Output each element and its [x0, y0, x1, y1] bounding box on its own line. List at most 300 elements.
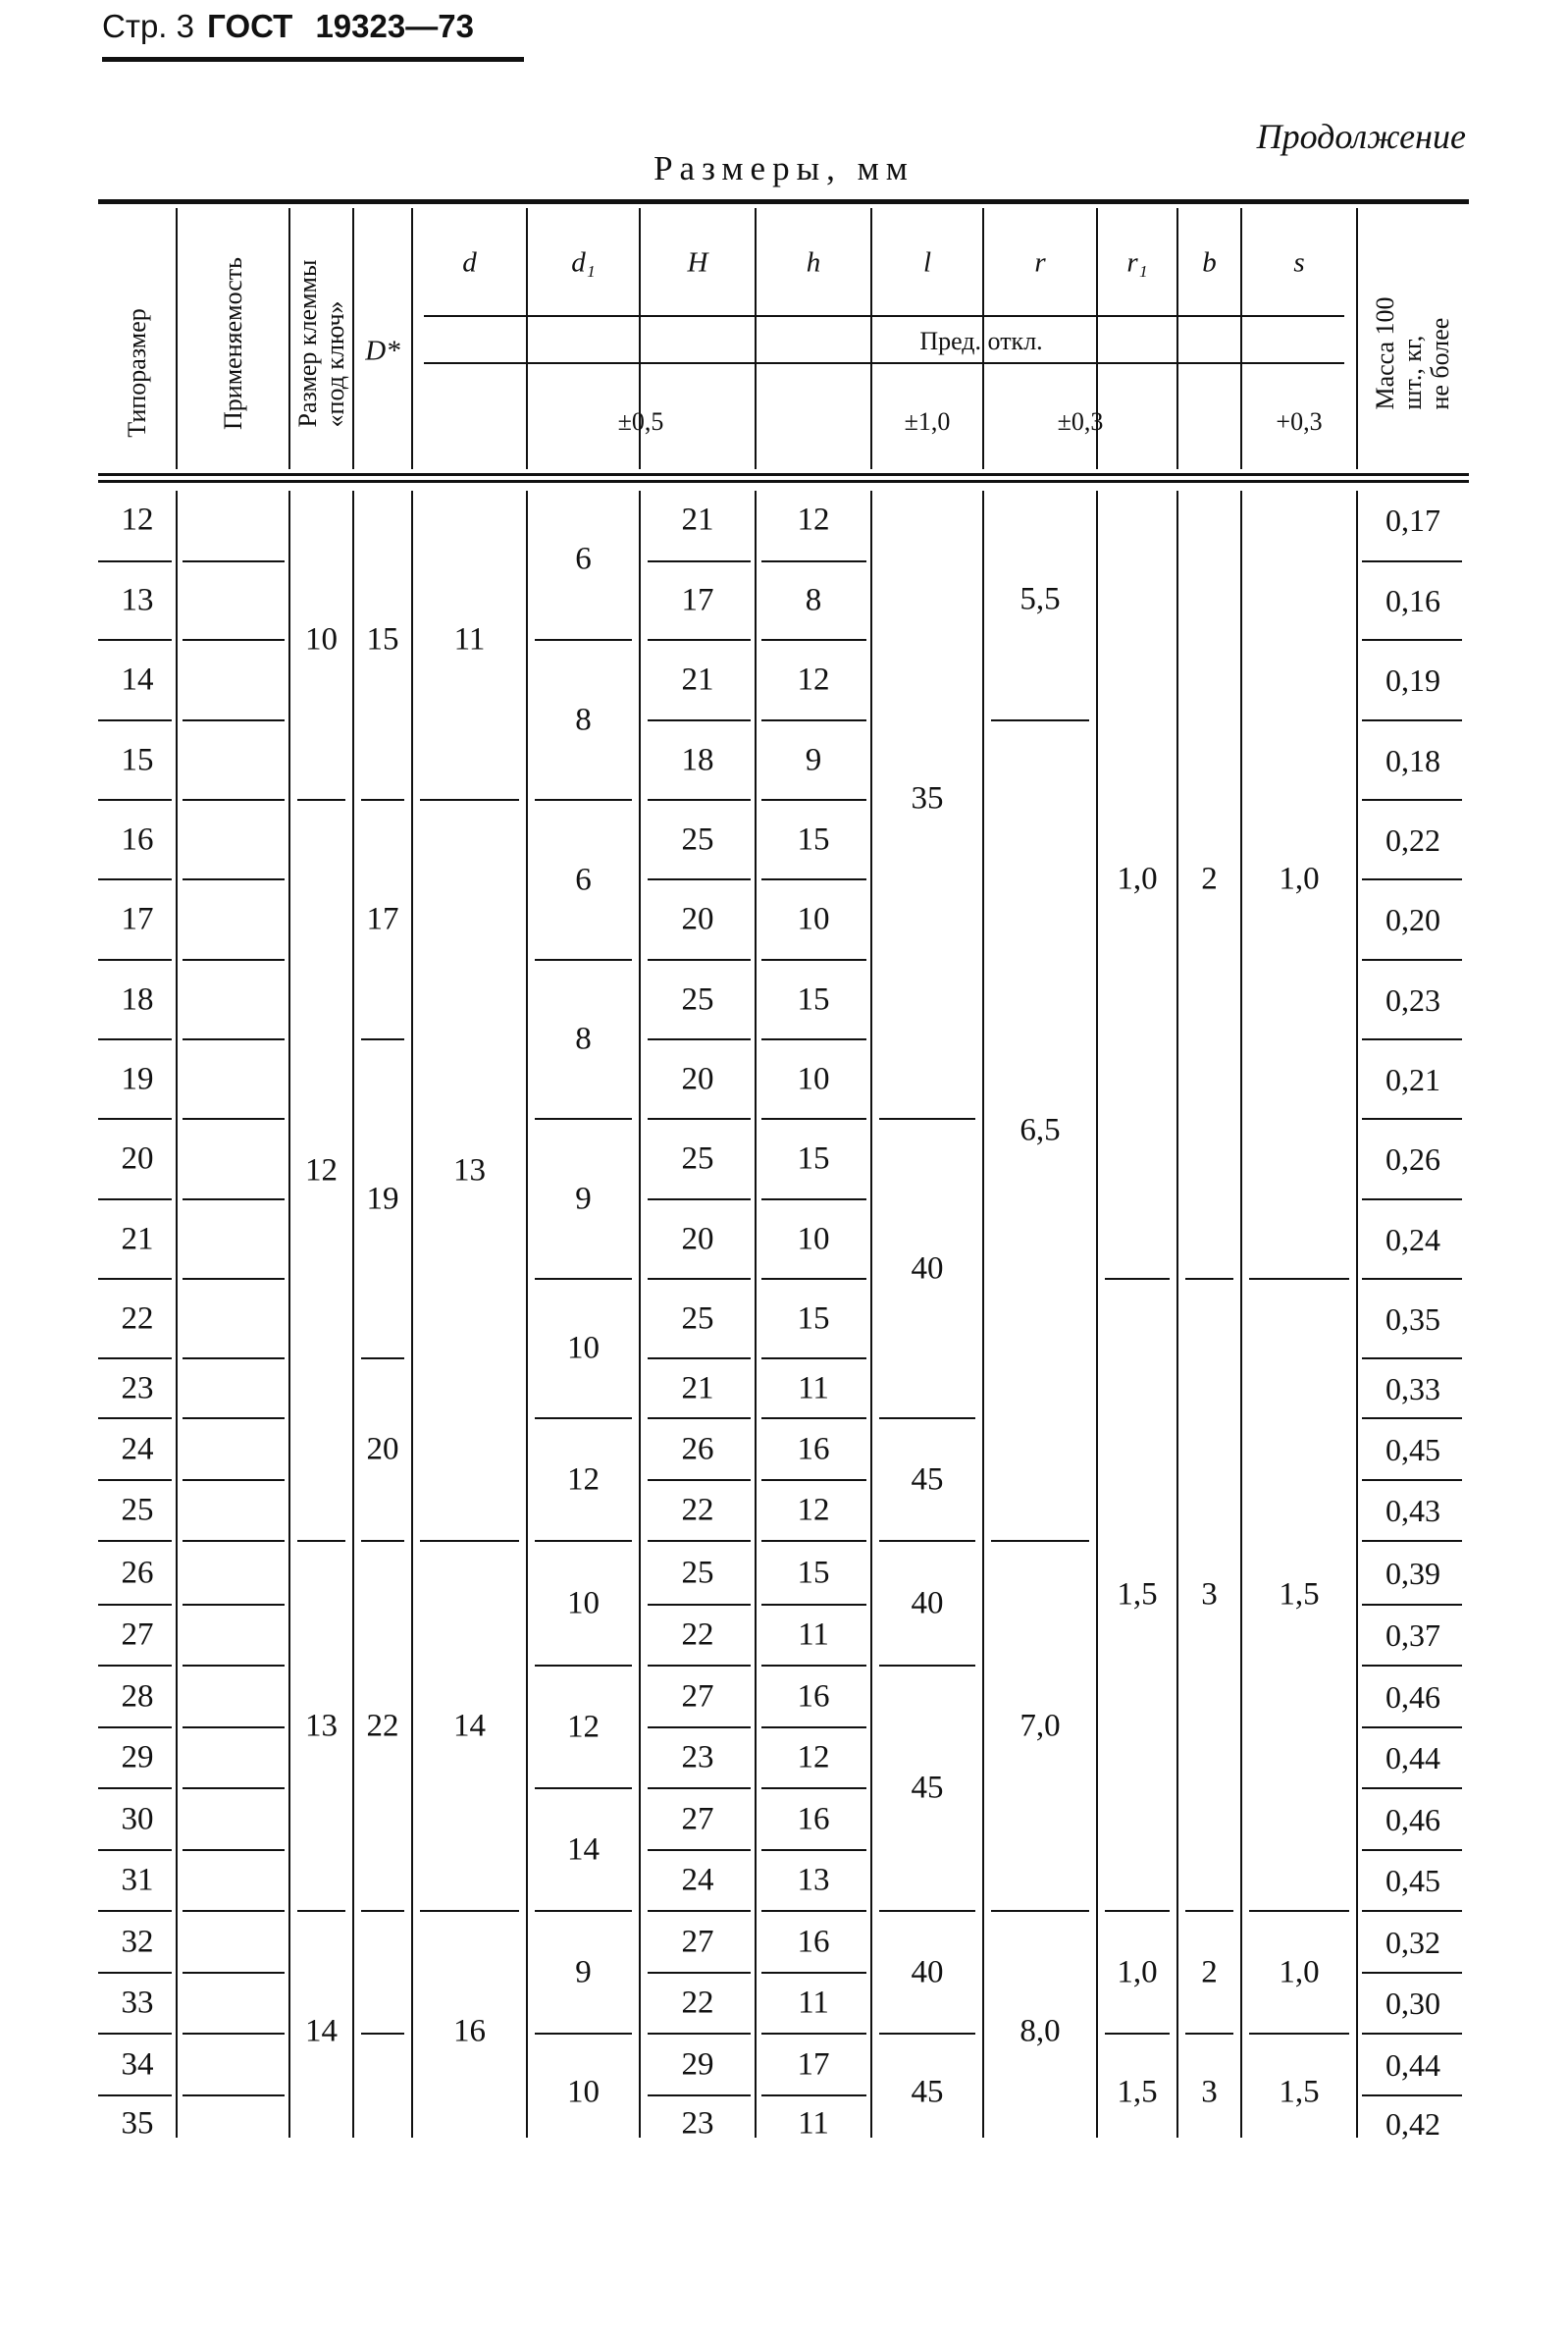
cell-size: 21: [121, 1221, 154, 1256]
row-rule-H: [648, 1278, 751, 1280]
cell-size: 29: [121, 1739, 154, 1775]
cell-l: 40: [911, 1585, 944, 1620]
row-rule-mass: [1362, 1726, 1462, 1728]
cell-mass: 0,17: [1385, 503, 1440, 538]
group-rule: [420, 1910, 519, 1912]
row-rule-H: [648, 1357, 751, 1359]
row-rule-mass: [1362, 799, 1462, 801]
row-rule-size: [98, 1726, 172, 1728]
header-column-rule: [411, 208, 413, 469]
cell-h: 11: [798, 1616, 829, 1653]
cell-h: 11: [798, 1370, 829, 1405]
row-rule-mass: [1362, 639, 1462, 641]
row-rule-mass: [1362, 1604, 1462, 1606]
header-column-rule: [176, 208, 178, 469]
group-rule: [1185, 1278, 1233, 1280]
cell-mass: 0,37: [1385, 1617, 1440, 1653]
header-tiporazmer: Типоразмер: [122, 308, 151, 438]
row-rule-applicability: [183, 1787, 285, 1789]
row-rule-mass: [1362, 1910, 1462, 1912]
group-rule: [535, 1118, 632, 1120]
group-rule: [361, 799, 404, 801]
row-rule-H: [648, 1849, 751, 1851]
row-rule-mass: [1362, 560, 1462, 562]
row-rule-h: [761, 878, 866, 880]
tolerance-main: ±0,5: [617, 407, 664, 436]
cell-h: 15: [797, 981, 830, 1017]
cell-size: 18: [121, 981, 154, 1017]
cell-h: 11: [798, 2105, 829, 2141]
group-rule: [1185, 2033, 1233, 2035]
header-bottom-rule: [98, 473, 1469, 476]
cell-H: 26: [681, 1431, 714, 1466]
cell-r1: 1,0: [1117, 1954, 1158, 1989]
cell-l: 45: [911, 1461, 944, 1497]
header-b: b: [1202, 246, 1217, 279]
cell-h: 15: [797, 1300, 830, 1336]
cell-size: 22: [121, 1300, 154, 1336]
cell-d1: 6: [575, 541, 592, 577]
cell-size: 16: [121, 821, 154, 857]
row-rule-size: [98, 560, 172, 562]
row-rule-size: [98, 2094, 172, 2096]
cell-D: 15: [366, 621, 399, 657]
cell-r1: 1,0: [1117, 861, 1158, 896]
cell-size: 23: [121, 1370, 154, 1405]
cell-d1: 6: [575, 862, 592, 897]
row-rule-applicability: [183, 1604, 285, 1606]
row-rule-h: [761, 1198, 866, 1200]
row-rule-h: [761, 1118, 866, 1120]
cell-H: 24: [681, 1862, 714, 1898]
cell-size: 27: [121, 1616, 154, 1653]
cell-size: 13: [121, 582, 154, 618]
row-rule-H: [648, 560, 751, 562]
cell-mass: 0,44: [1385, 2046, 1440, 2083]
cell-r: 8,0: [1019, 2013, 1061, 2048]
cell-d1: 10: [567, 1585, 600, 1620]
group-rule: [361, 1910, 404, 1912]
cell-size: 35: [121, 2105, 154, 2141]
row-rule-H: [648, 1972, 751, 1974]
cell-d1: 12: [567, 1461, 600, 1497]
row-rule-mass: [1362, 2033, 1462, 2035]
cell-d1: 10: [567, 1330, 600, 1366]
row-rule-mass: [1362, 1479, 1462, 1481]
group-rule: [1249, 1278, 1349, 1280]
cell-mass: 0,45: [1385, 1863, 1440, 1898]
cell-mass: 0,45: [1385, 1431, 1440, 1467]
column-rule: [176, 491, 178, 2138]
cell-h: 12: [797, 662, 830, 698]
cell-b: 2: [1201, 861, 1218, 896]
cell-size: 12: [121, 502, 154, 538]
column-rule: [982, 491, 984, 2138]
row-rule-h: [761, 560, 866, 562]
row-rule-H: [648, 1118, 751, 1120]
cell-h: 15: [797, 1555, 830, 1590]
cell-H: 27: [681, 1678, 714, 1714]
cell-H: 29: [681, 2046, 714, 2082]
group-rule: [420, 1540, 519, 1542]
row-rule-H: [648, 959, 751, 961]
cell-size: 31: [121, 1862, 154, 1898]
row-rule-applicability: [183, 799, 285, 801]
cell-d1: 9: [575, 1181, 592, 1216]
cell-l: 45: [911, 1770, 944, 1806]
column-rule: [288, 491, 290, 2138]
group-rule: [535, 1665, 632, 1667]
row-rule-applicability: [183, 1479, 285, 1481]
column-rule: [1096, 491, 1098, 2138]
cell-mass: 0,43: [1385, 1493, 1440, 1528]
cell-h: 10: [797, 901, 830, 937]
group-rule: [297, 799, 345, 801]
group-rule: [879, 1910, 975, 1912]
row-rule-applicability: [183, 1665, 285, 1667]
cell-mass: 0,23: [1385, 981, 1440, 1018]
row-rule-mass: [1362, 1278, 1462, 1280]
row-rule-size: [98, 1038, 172, 1040]
cell-h: 10: [797, 1061, 830, 1096]
cell-d: 13: [453, 1152, 486, 1188]
group-rule: [991, 1910, 1089, 1912]
group-rule: [535, 1278, 632, 1280]
row-rule-size: [98, 1849, 172, 1851]
header-rule-symbols: [424, 315, 1344, 317]
header-D: D*: [365, 335, 400, 367]
header-r: r: [1034, 246, 1046, 279]
cell-s: 1,0: [1279, 1954, 1320, 1989]
row-rule-applicability: [183, 1910, 285, 1912]
row-rule-mass: [1362, 719, 1462, 721]
cell-H: 22: [681, 1985, 714, 2021]
cell-h: 15: [797, 1140, 830, 1177]
group-rule: [535, 639, 632, 641]
group-rule: [535, 959, 632, 961]
row-rule-applicability: [183, 639, 285, 641]
row-rule-applicability: [183, 1849, 285, 1851]
row-rule-h: [761, 2094, 866, 2096]
header-h: h: [806, 246, 821, 279]
cell-s: 1,0: [1279, 861, 1320, 896]
header-column-rule: [1356, 208, 1358, 469]
group-rule: [879, 1665, 975, 1667]
header-l: l: [922, 246, 932, 279]
column-rule: [1176, 491, 1178, 2138]
row-rule-applicability: [183, 1278, 285, 1280]
row-rule-mass: [1362, 1038, 1462, 1040]
cell-d1: 14: [567, 1831, 600, 1867]
row-rule-H: [648, 719, 751, 721]
cell-h: 8: [805, 582, 822, 618]
row-rule-mass: [1362, 959, 1462, 961]
group-rule: [535, 1540, 632, 1542]
row-rule-applicability: [183, 1540, 285, 1542]
header-pred-otkl: Пред. откл.: [919, 327, 1043, 355]
header-s: s: [1293, 246, 1305, 279]
cell-d1: 9: [575, 1954, 592, 1989]
row-rule-h: [761, 1479, 866, 1481]
row-rule-H: [648, 1198, 751, 1200]
row-rule-h: [761, 1726, 866, 1728]
cell-klemma: 14: [305, 2013, 338, 2048]
group-rule: [535, 1910, 632, 1912]
group-rule: [1185, 1910, 1233, 1912]
cell-mass: 0,35: [1385, 1300, 1440, 1337]
cell-H: 25: [681, 1300, 714, 1336]
cell-mass: 0,46: [1385, 1801, 1440, 1837]
cell-h: 11: [798, 1985, 829, 2021]
header-column-rule: [1176, 208, 1178, 469]
continuation-label: Продолжение: [1256, 117, 1466, 156]
row-rule-H: [648, 1540, 751, 1542]
cell-H: 22: [681, 1492, 714, 1528]
row-rule-size: [98, 1665, 172, 1667]
group-rule: [297, 1540, 345, 1542]
cell-b: 2: [1201, 1954, 1218, 1989]
header-mass: Масса 100 шт., кг, не более: [1370, 296, 1455, 410]
cell-mass: 0,46: [1385, 1678, 1440, 1715]
row-rule-h: [761, 719, 866, 721]
row-rule-applicability: [183, 2094, 285, 2096]
row-rule-mass: [1362, 878, 1462, 880]
cell-H: 27: [681, 1924, 714, 1959]
row-rule-h: [761, 1910, 866, 1912]
cell-h: 12: [797, 1739, 830, 1775]
cell-mass: 0,16: [1385, 583, 1440, 618]
cell-size: 15: [121, 742, 154, 777]
cell-h: 17: [797, 2046, 830, 2082]
cell-h: 16: [797, 1678, 830, 1714]
cell-D: 17: [366, 901, 399, 937]
row-rule-H: [648, 639, 751, 641]
cell-h: 12: [797, 1492, 830, 1528]
cell-d: 14: [453, 1708, 486, 1743]
row-rule-size: [98, 1910, 172, 1912]
cell-H: 20: [681, 1221, 714, 1256]
row-rule-mass: [1362, 1357, 1462, 1359]
group-rule: [1249, 1910, 1349, 1912]
cell-H: 25: [681, 981, 714, 1017]
cell-size: 30: [121, 1801, 154, 1836]
row-rule-applicability: [183, 1198, 285, 1200]
tolerance-rule: [870, 365, 872, 469]
row-rule-size: [98, 1540, 172, 1542]
group-rule: [879, 1118, 975, 1120]
group-rule: [535, 1787, 632, 1789]
cell-h: 15: [797, 821, 830, 857]
row-rule-h: [761, 1278, 866, 1280]
row-rule-size: [98, 1417, 172, 1419]
row-rule-h: [761, 1972, 866, 1974]
group-rule: [535, 799, 632, 801]
group-rule: [1105, 1910, 1170, 1912]
cell-H: 22: [681, 1616, 714, 1653]
group-rule: [1249, 2033, 1349, 2035]
group-rule: [361, 1540, 404, 1542]
row-rule-mass: [1362, 1417, 1462, 1419]
cell-d1: 12: [567, 1709, 600, 1744]
group-rule: [535, 2033, 632, 2035]
row-rule-h: [761, 1417, 866, 1419]
row-rule-applicability: [183, 959, 285, 961]
cell-size: 24: [121, 1431, 154, 1466]
cell-h: 16: [797, 1924, 830, 1959]
row-rule-h: [761, 1540, 866, 1542]
cell-l: 40: [911, 1250, 944, 1286]
header-column-rule: [288, 208, 290, 469]
cell-mass: 0,42: [1385, 2105, 1440, 2142]
row-rule-mass: [1362, 1849, 1462, 1851]
header-klemma: Размер клеммы «под ключ»: [292, 259, 349, 428]
cell-H: 23: [681, 2105, 714, 2141]
row-rule-h: [761, 1787, 866, 1789]
group-rule: [297, 1910, 345, 1912]
cell-h: 16: [797, 1431, 830, 1466]
header-column-rule: [755, 208, 757, 469]
cell-mass: 0,18: [1385, 742, 1440, 778]
row-rule-mass: [1362, 2094, 1462, 2096]
cell-H: 25: [681, 821, 714, 857]
cell-r1: 1,5: [1117, 1576, 1158, 1613]
row-rule-size: [98, 1198, 172, 1200]
row-rule-H: [648, 1787, 751, 1789]
page-number: Стр. 3: [102, 8, 194, 44]
group-rule: [879, 2033, 975, 2035]
group-rule: [420, 799, 519, 801]
row-rule-h: [761, 959, 866, 961]
row-rule-applicability: [183, 1972, 285, 1974]
tolerance-s: +0,3: [1276, 407, 1323, 436]
cell-size: 17: [121, 901, 154, 937]
cell-mass: 0,44: [1385, 1740, 1440, 1775]
column-rule: [1356, 491, 1358, 2138]
row-rule-applicability: [183, 560, 285, 562]
cell-h: 10: [797, 1221, 830, 1256]
row-rule-size: [98, 1357, 172, 1359]
row-rule-h: [761, 1665, 866, 1667]
cell-s: 1,5: [1279, 2074, 1320, 2110]
cell-h: 9: [805, 742, 822, 777]
cell-size: 28: [121, 1678, 154, 1714]
dimensions-title: Размеры, мм: [653, 149, 915, 187]
tolerance-r: ±0,3: [1057, 407, 1104, 436]
row-rule-size: [98, 2033, 172, 2035]
cell-D: 19: [366, 1181, 399, 1216]
row-rule-applicability: [183, 1038, 285, 1040]
group-rule: [879, 1417, 975, 1419]
row-rule-H: [648, 1604, 751, 1606]
cell-H: 27: [681, 1801, 714, 1836]
row-rule-mass: [1362, 1540, 1462, 1542]
row-rule-size: [98, 1278, 172, 1280]
group-rule: [1105, 1278, 1170, 1280]
cell-r: 6,5: [1019, 1112, 1061, 1148]
column-rule: [755, 491, 757, 2138]
row-rule-mass: [1362, 1972, 1462, 1974]
cell-d1: 10: [567, 2074, 600, 2110]
column-rule: [411, 491, 413, 2138]
header-H: H: [687, 246, 708, 279]
group-rule: [991, 1540, 1089, 1542]
cell-mass: 0,30: [1385, 1986, 1440, 2021]
header-primenyaemost: Применяемость: [218, 257, 247, 430]
row-rule-h: [761, 1038, 866, 1040]
cell-size: 25: [121, 1492, 154, 1528]
row-rule-H: [648, 878, 751, 880]
group-rule: [1105, 2033, 1170, 2035]
cell-H: 25: [681, 1140, 714, 1177]
cell-r: 7,0: [1019, 1708, 1061, 1743]
row-rule-applicability: [183, 719, 285, 721]
cell-klemma: 10: [305, 621, 338, 657]
row-rule-applicability: [183, 1118, 285, 1120]
row-rule-applicability: [183, 2033, 285, 2035]
cell-d1: 8: [575, 1021, 592, 1057]
cell-h: 12: [797, 502, 830, 538]
cell-size: 20: [121, 1140, 154, 1177]
cell-l: 40: [911, 1954, 944, 1989]
row-rule-H: [648, 1038, 751, 1040]
cell-H: 20: [681, 901, 714, 937]
group-rule: [361, 1357, 404, 1359]
tolerance-l: ±1,0: [904, 407, 951, 436]
standard-name: ГОСТ: [207, 8, 293, 44]
row-rule-size: [98, 1972, 172, 1974]
row-rule-h: [761, 1357, 866, 1359]
column-rule: [870, 491, 872, 2138]
column-rule: [1240, 491, 1242, 2138]
cell-d1: 8: [575, 702, 592, 737]
cell-mass: 0,19: [1385, 662, 1440, 698]
row-rule-h: [761, 799, 866, 801]
cell-H: 23: [681, 1739, 714, 1775]
header-rule-tolerance: [424, 362, 1344, 364]
header-column-rule: [352, 208, 354, 469]
cell-mass: 0,26: [1385, 1141, 1440, 1177]
cell-H: 20: [681, 1061, 714, 1096]
row-rule-H: [648, 1665, 751, 1667]
cell-mass: 0,20: [1385, 902, 1440, 937]
cell-size: 26: [121, 1555, 154, 1590]
cell-H: 25: [681, 1555, 714, 1590]
cell-size: 32: [121, 1924, 154, 1959]
cell-l: 45: [911, 2074, 944, 2110]
row-rule-mass: [1362, 1198, 1462, 1200]
row-rule-H: [648, 2033, 751, 2035]
row-rule-H: [648, 2094, 751, 2096]
cell-l: 35: [911, 780, 944, 817]
cell-H: 21: [681, 662, 714, 698]
row-rule-mass: [1362, 1665, 1462, 1667]
row-rule-size: [98, 1118, 172, 1120]
row-rule-size: [98, 1604, 172, 1606]
cell-klemma: 13: [305, 1708, 338, 1743]
column-rule: [639, 491, 641, 2138]
cell-h: 13: [797, 1862, 830, 1898]
row-rule-mass: [1362, 1787, 1462, 1789]
cell-r: 5,5: [1019, 581, 1061, 617]
tolerance-rule: [1240, 365, 1242, 469]
row-rule-h: [761, 1849, 866, 1851]
header-r1: r₁: [1126, 246, 1148, 279]
row-rule-H: [648, 799, 751, 801]
row-rule-h: [761, 639, 866, 641]
cell-b: 3: [1201, 2074, 1218, 2110]
cell-size: 34: [121, 2046, 154, 2082]
cell-mass: 0,21: [1385, 1061, 1440, 1097]
